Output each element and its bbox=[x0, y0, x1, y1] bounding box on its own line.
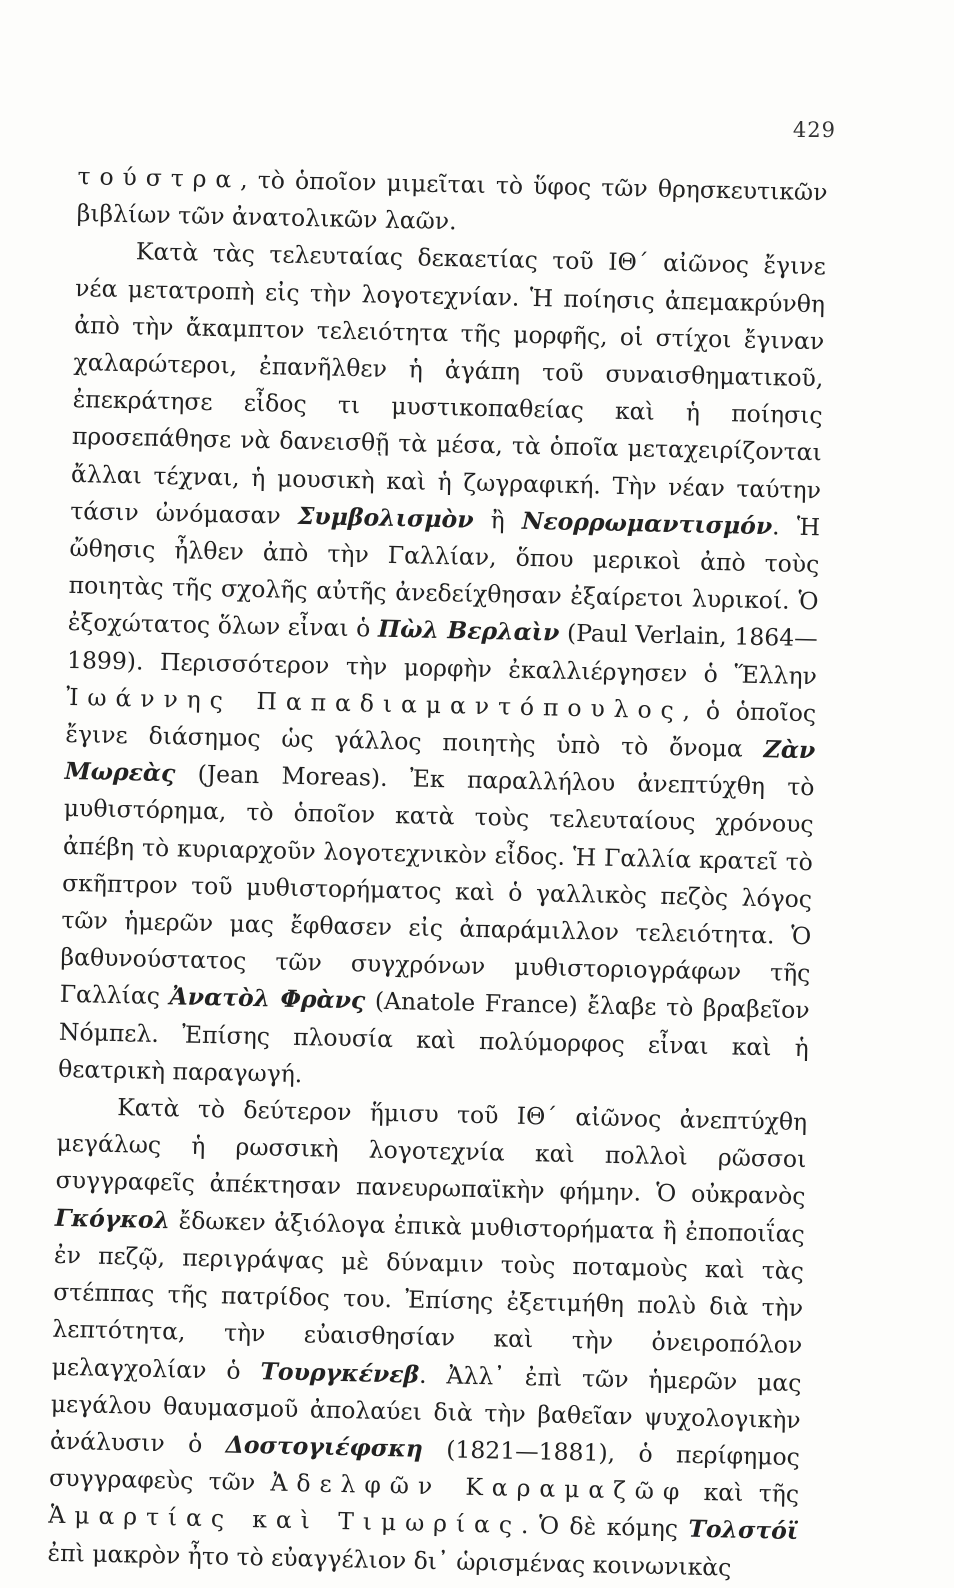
author-name: Ἰωάννης Παπαδιαμαντόπουλος bbox=[65, 682, 683, 725]
author-name: Πὼλ Βερλαὶν bbox=[377, 615, 560, 648]
text-span: (Paul Verlain, 1864—1899). Περισσότερον τὴν μορφὴν ἐκαλλιέργησεν ὁ Ἕλλην bbox=[66, 619, 819, 690]
text-span: (Jean Moreas). Ἐκ παραλλήλου ἀνεπτύχθη τὸ μυθιστόρημα, τὸ ὁποῖον κατὰ τοὺς τελευταίους χρόνους ἀπέβη τὸ κυριαρχοῦν λογοτεχνικὸν εἶδος. Ἡ Γαλλία κρατεῖ τὸ σκῆπτρον τοῦ μυθιστορήματος καὶ ὁ γαλλικὸς πεζὸς λόγος τῶν ἡμερῶν μας ἔφθασεν εἰς ἀπαράμιλλον τελειότητα. Ὁ βαθυνούστατος τῶν συγχρόνων μυθιστοριογράφων τῆς Γαλλίας bbox=[59, 759, 815, 1011]
text-span: . Ὁ δὲ κόμης bbox=[520, 1511, 689, 1543]
text-span: ἔδωκεν ἀξιόλογα ἐπικὰ μυθιστορήματα ἢ ἐποποιΐας ἐν πεζῷ, περιγράψας μὲ δύναμιν τοὺς ποταμοὺς καὶ τὰς στέππας τῆς πατρίδος του. Ἐπίσης ἐξετιμήθη πολὺ διὰ τὴν λεπτότητα, τὴν εὐαισθησίαν καὶ τὴν ὀνειροπόλον μελαγχολίαν ὁ bbox=[51, 1205, 806, 1385]
author-name: Τουργκένεβ bbox=[260, 1356, 420, 1389]
text-span: . Ἀλλ᾿ ἐπὶ τῶν ἡμερῶν μας μεγάλου θαυμασμοῦ ἀπολαύει διὰ τὴν βαθεῖαν ψυχολογικὴν ἀνάλυσιν ὁ bbox=[49, 1360, 802, 1459]
text-span: , τὸ ὁποῖον μιμεῖται τὸ ὕφος τῶν θρησκευτικῶν βιβλίων τῶν ἀνατολικῶν λαῶν. bbox=[76, 165, 828, 236]
text-span: τούστρα bbox=[77, 161, 241, 194]
text-span: , ὁ ὁποῖος ἔγινε διάσημος ὡς γάλλος ποιητὴς ὑπὸ τὸ ὄνομα bbox=[65, 696, 817, 764]
book-title: Ἀδελφῶν Καραμαζῶφ bbox=[270, 1468, 689, 1506]
paragraph-2 bbox=[58, 232, 826, 1104]
text-span: (Anatole France) ἔλαβε τὸ βραβεῖον Νόμπελ. Ἐπίσης πλουσία καὶ πολύμορφος εἶναι καὶ ἡ θεατρικὴ παραγωγή. bbox=[57, 986, 810, 1088]
book-title: Ἁμαρτίας καὶ Τιμωρίας bbox=[48, 1500, 522, 1540]
text-span: Κατὰ τὰς τελευταίας δεκαετίας τοῦ ΙΘ΄ αἰῶνος ἔγινε νέα μετατροπὴ εἰς τὴν λογοτεχνίαν. Ἡ ποίησις ἀπεμακρύνθη ἀπὸ τὴν ἄκαμπτον τελειότητα τῆς μορφῆς, οἱ στίχοι ἔγιναν χαλαρώτεροι, ἐπανῆλθεν ἡ ἀγάπη τοῦ συναισθηματικοῦ, ἐπεκράτησε εἶδος τι μυστικοπαθείας καὶ ἡ ποίησις προσεπάθησε νὰ δανεισθῇ τὰ μέσα, τὰ ὁποῖα μεταχειρίζονται ἄλλαι τέχναι, ἡ μουσικὴ καὶ ἡ ζωγραφική. Τὴν νέαν ταύτην τάσιν ὠνόμασαν bbox=[69, 237, 827, 530]
author-name: Τολστόϊ bbox=[688, 1514, 799, 1546]
emphasized-term: Νεορρωμαντισμόν bbox=[521, 506, 773, 541]
text-span: Κατὰ τὸ δεύτερον ἥμισυ τοῦ ΙΘ΄ αἰῶνος ἀνεπτύχθη μεγάλως ἡ ρωσσικὴ λογοτεχνία καὶ πολλοὶ ρῶσσοι συγγραφεῖς ἀπέκτησαν πανευρωπαϊκὴν φήμην. Ὁ οὐκρανὸς bbox=[55, 1093, 808, 1211]
emphasized-term: Συμβολισμὸν bbox=[297, 501, 474, 534]
author-name: Γκόγκολ bbox=[54, 1203, 171, 1234]
author-name: Ζὰν Μωρεὰς bbox=[64, 735, 816, 788]
text-span: ἐπὶ μακρὸν ἦτο τὸ εὐαγγέλιον δι᾿ ὡρισμένας κοινωνικὰς bbox=[47, 1538, 732, 1582]
text-span: ἢ bbox=[473, 505, 523, 535]
text-span: . Ἡ ὤθησις ἦλθεν ἀπὸ τὴν Γαλλίαν, ὅπου μερικοὶ ἀπὸ τοὺς ποιητὰς τῆς σχολῆς αὐτῆς ἀνεδείχθησαν ἐξαίρετοι λυρικοί. Ὁ ἐξοχώτατος ὅλων εἶναι ὁ bbox=[67, 512, 821, 644]
text-span: καὶ τῆς bbox=[687, 1477, 800, 1509]
text-span: (1821—1881), ὁ περίφημος συγγραφεὺς τῶν bbox=[48, 1434, 801, 1497]
paragraph-3 bbox=[47, 1088, 807, 1588]
author-name: Δοστογιέφσκη bbox=[225, 1430, 424, 1463]
body-text bbox=[47, 158, 828, 1588]
author-name: Ἀνατὸλ Φρὰνς bbox=[169, 982, 366, 1015]
page-number: 429 bbox=[792, 118, 836, 142]
